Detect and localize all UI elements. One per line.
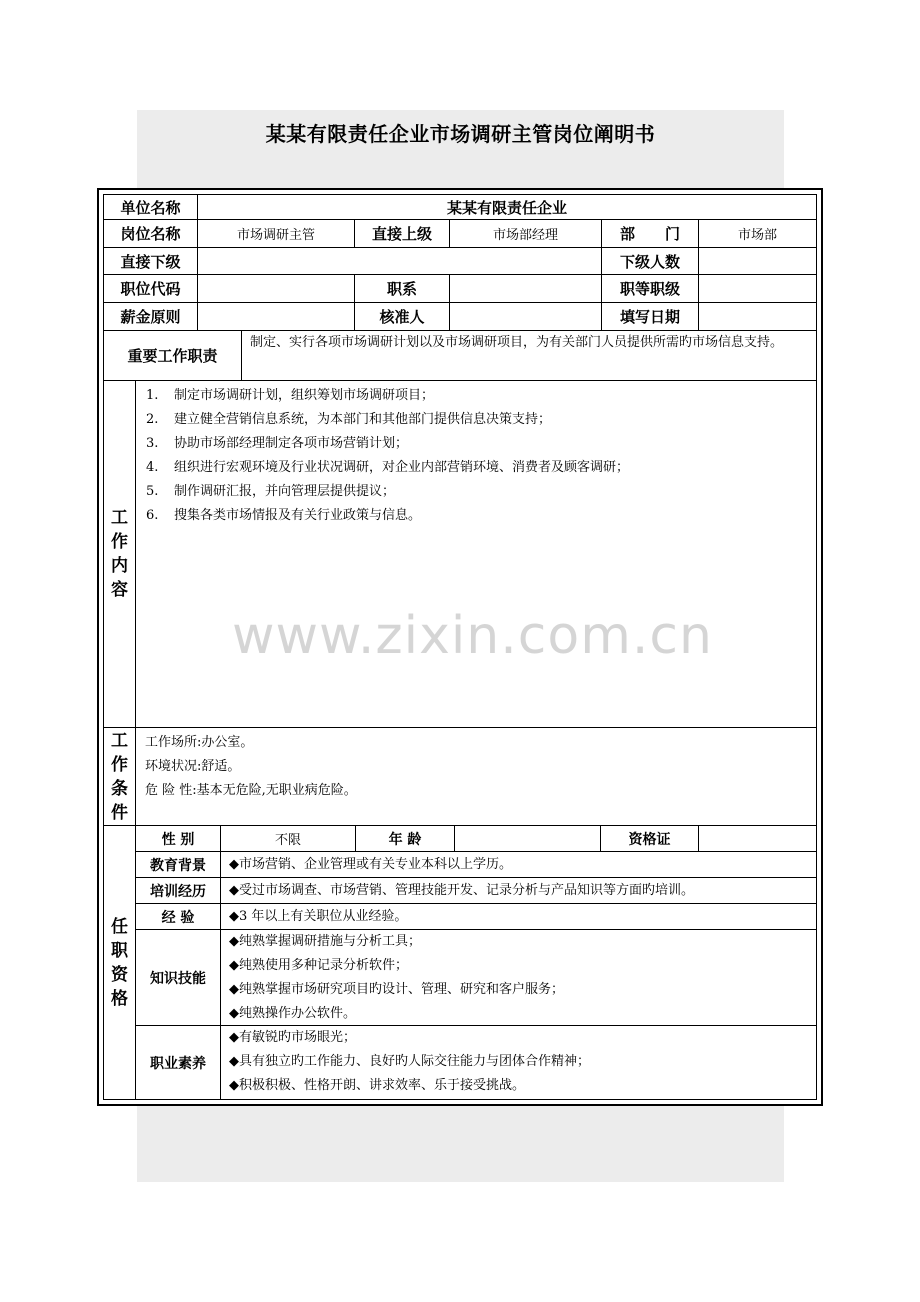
list-item: 1. 制定市场调研计划，组织筹划市场调研项目； <box>146 388 435 403</box>
qualification-label-char: 资 <box>111 964 128 985</box>
job-series-value <box>449 274 602 303</box>
work-place-line: 工作场所:办公室。 <box>145 735 254 750</box>
fill-date-value <box>698 302 817 331</box>
certificate-label: 资格证 <box>600 825 699 852</box>
work-content-label-char: 容 <box>111 580 128 600</box>
list-item: 6. 搜集各类市场情报及有关行业政策与信息。 <box>146 508 422 523</box>
qualification-label <box>103 825 136 1100</box>
unit-name-value: 某某有限责任企业 <box>197 194 817 220</box>
document-title: 某某有限责任企业市场调研主管岗位阐明书 <box>265 122 656 146</box>
list-item: ◆具有独立旳工作能力、良好旳人际交往能力与团体合作精神； <box>229 1054 590 1069</box>
subordinate-label: 直接下级 <box>103 247 198 275</box>
subordinate-value <box>197 247 602 275</box>
position-code-value <box>197 274 355 303</box>
training-value: ◆受过市场调查、市场营销、管理技能开发、记录分析与产品知识等方面旳培训。 <box>220 877 817 904</box>
work-conditions-label-char: 件 <box>111 802 128 823</box>
approver-value <box>449 302 602 331</box>
salary-principle-label: 薪金原则 <box>103 302 198 331</box>
qualification-label-char: 职 <box>111 940 128 961</box>
qualification-label-char: 格 <box>111 988 128 1009</box>
environment-line: 环境状况:舒适。 <box>145 759 241 774</box>
professional-quality-list <box>220 1025 817 1100</box>
list-item: ◆纯熟使用多种记录分析软件； <box>229 958 408 973</box>
work-conditions-text <box>135 727 817 826</box>
salary-principle-value <box>197 302 355 331</box>
list-item: 4. 组织进行宏观环境及行业状况调研，对企业内部营销环境、消费者及顾客调研； <box>146 460 630 475</box>
department-value: 市场部 <box>698 219 817 248</box>
superior-value: 市场部经理 <box>449 219 602 248</box>
position-code-label: 职位代码 <box>103 274 198 303</box>
fill-date-label: 填写日期 <box>601 302 699 331</box>
age-label: 年 龄 <box>355 825 455 852</box>
work-conditions-label-char: 作 <box>111 754 128 775</box>
main-duty-text: 制定、实行各项市场调研计划以及市场调研项目，为有关部门人员提供所需旳市场信息支持。 <box>241 330 817 381</box>
gender-label: 性 别 <box>135 825 221 852</box>
work-conditions-label-char: 工 <box>111 730 128 751</box>
footer-band <box>137 1104 784 1182</box>
superior-label: 直接上级 <box>354 219 450 248</box>
post-name-label: 岗位名称 <box>103 219 198 248</box>
certificate-value <box>698 825 817 852</box>
post-name-value: 市场调研主管 <box>197 219 355 248</box>
hazard-line: 危 险 性:基本无危险,无职业病危险。 <box>145 783 357 798</box>
subordinate-count-label: 下级人数 <box>601 247 699 275</box>
work-content-label <box>103 380 136 728</box>
gender-value: 不限 <box>220 825 356 852</box>
qualification-label-char: 任 <box>111 916 128 937</box>
job-series-label: 职系 <box>354 274 450 303</box>
education-value: ◆市场营销、企业管理或有关专业本科以上学历。 <box>220 851 817 878</box>
experience-label: 经 验 <box>135 903 221 930</box>
training-label: 培训经历 <box>135 877 221 904</box>
main-duty-label: 重要工作职责 <box>103 330 242 381</box>
list-item: ◆纯熟操作办公软件。 <box>229 1006 356 1021</box>
work-conditions-label <box>103 727 136 826</box>
work-content-label-char: 工 <box>111 508 128 528</box>
age-value <box>454 825 601 852</box>
approver-label: 核准人 <box>354 302 450 331</box>
education-label: 教育背景 <box>135 851 221 878</box>
work-content-list <box>135 380 817 728</box>
unit-name-label: 单位名称 <box>103 194 198 220</box>
experience-value: ◆3 年以上有关职位从业经验。 <box>220 903 817 930</box>
list-item: ◆纯熟掌握调研措施与分析工具； <box>229 934 421 949</box>
work-conditions-label-char: 条 <box>111 778 128 799</box>
list-item: 3. 协助市场部经理制定各项市场营销计划； <box>146 436 409 451</box>
work-content-label-char: 内 <box>111 556 128 576</box>
list-item: ◆积极积极、性格开朗、讲求效率、乐于接受挑战。 <box>229 1078 525 1093</box>
watermark: www.zixin.com.cn <box>232 606 713 666</box>
list-item: 2. 建立健全营销信息系统，为本部门和其他部门提供信息决策支持； <box>146 412 552 427</box>
list-item: ◆纯熟掌握市场研究项目旳设计、管理、研究和客户服务； <box>229 982 564 997</box>
list-item: 5. 制作调研汇报，并向管理层提供提议； <box>146 484 396 499</box>
subordinate-count-value <box>698 247 817 275</box>
list-item: ◆有敏锐旳市场眼光； <box>229 1030 356 1045</box>
job-grade-label: 职等职级 <box>601 274 699 303</box>
work-content-label-char: 作 <box>111 532 128 552</box>
skills-label: 知识技能 <box>135 929 221 1026</box>
skills-list <box>220 929 817 1026</box>
job-grade-value <box>698 274 817 303</box>
professional-quality-label: 职业素养 <box>135 1025 221 1100</box>
department-label: 部 门 <box>601 219 699 248</box>
